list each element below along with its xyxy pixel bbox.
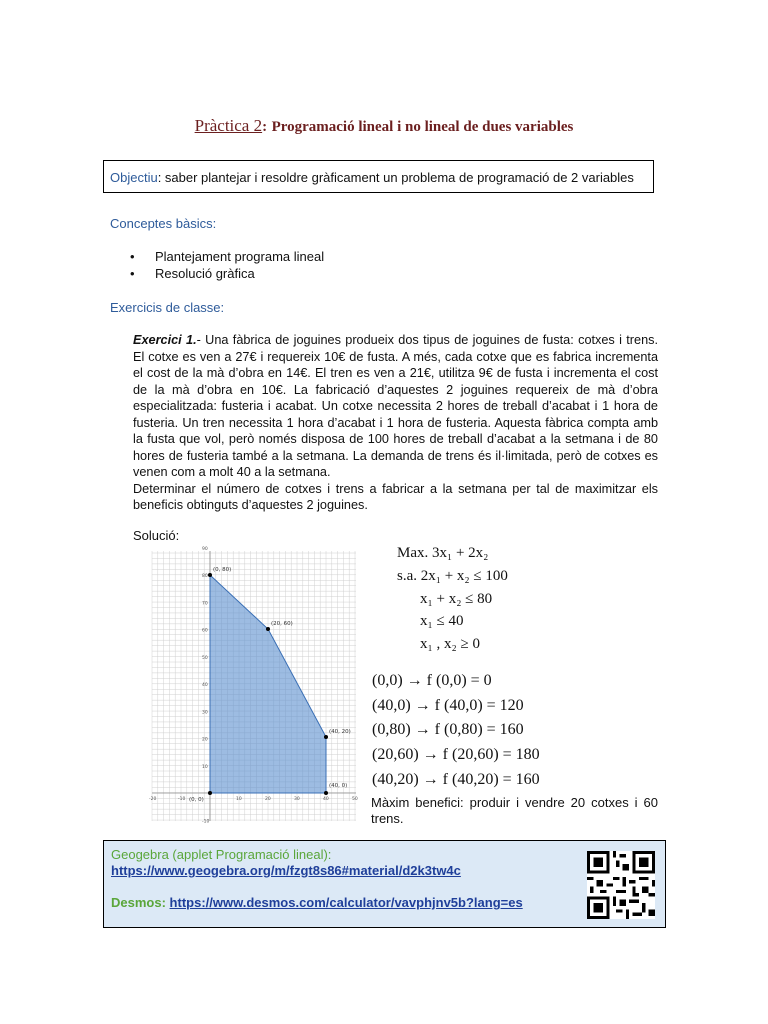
vertex-evaluation: (20,60) → f (20,60) = 180 bbox=[372, 746, 540, 763]
x-tick-label: 40 bbox=[323, 797, 329, 802]
desmos-label: Desmos: bbox=[111, 895, 166, 910]
title-colon: : bbox=[262, 119, 268, 135]
feasible-region-graph bbox=[144, 545, 360, 825]
y-tick-label: 90 bbox=[202, 546, 208, 552]
x-tick-label: -10 bbox=[178, 797, 186, 802]
objective-text: : saber plantejar i resoldre gràficament un problema de programació de 2 variables bbox=[157, 170, 634, 185]
qr-code-icon[interactable] bbox=[587, 851, 655, 919]
constraint: x₁ + x₂ ≤ 80 bbox=[420, 591, 493, 607]
exercise-question: Determinar el número de cotxes i trens a fabricar a la setmana per tal de maximitzar els beneficis obtinguts d’aquestes 2 joguines. bbox=[133, 481, 658, 512]
vertex-label: (40, 20) bbox=[329, 729, 351, 735]
y-tick-label: 40 bbox=[202, 683, 208, 688]
concepts-list bbox=[130, 248, 324, 282]
y-tick-label: 70 bbox=[202, 601, 208, 607]
y-tick-label: 10 bbox=[202, 764, 208, 770]
page-title bbox=[0, 116, 768, 136]
y-tick-label: 30 bbox=[202, 710, 208, 716]
y-tick-label: 20 bbox=[202, 737, 208, 743]
desmos-link[interactable]: https://www.desmos.com/calculator/vavphjnv5b?lang=es bbox=[169, 895, 523, 910]
vertex-label: (0, 80) bbox=[213, 567, 232, 573]
desmos-line bbox=[111, 895, 523, 910]
y-tick-label: 50 bbox=[202, 655, 208, 661]
y-tick-label: 60 bbox=[202, 628, 208, 634]
vertex-evaluation: (0,80) → f (0,80) = 160 bbox=[372, 721, 524, 738]
constraint: x₁ ≤ 40 bbox=[420, 613, 464, 629]
objective-function: Max. 3x₁ + 2x₂ bbox=[397, 545, 489, 561]
list-item: • Plantejament programa lineal bbox=[130, 248, 324, 265]
links-box bbox=[103, 840, 666, 928]
conclusion-text: Màxim benefici: produir i vendre 20 cotxes i 60 trens. bbox=[371, 795, 658, 826]
geogebra-link[interactable]: https://www.geogebra.org/m/fzgt8s86#material/d2k3tw4c bbox=[111, 863, 461, 878]
objective-box bbox=[103, 160, 654, 193]
exercises-heading: Exercicis de classe: bbox=[110, 300, 225, 315]
list-item: • Resolució gràfica bbox=[130, 265, 324, 282]
x-tick-label: -20 bbox=[149, 797, 157, 802]
objective-label: Objectiu bbox=[110, 170, 158, 185]
exercise-text bbox=[133, 332, 658, 514]
vertex-evaluation: (40,20) → f (40,20) = 160 bbox=[372, 771, 540, 788]
vertex-point bbox=[208, 573, 212, 577]
vertex-evaluation: (40,0) → f (40,0) = 120 bbox=[372, 697, 524, 714]
vertex-point bbox=[266, 627, 270, 631]
vertex-evaluation: (0,0) → f (0,0) = 0 bbox=[372, 672, 492, 689]
solution-label: Solució: bbox=[133, 528, 180, 543]
x-tick-label: 20 bbox=[265, 797, 271, 802]
exercise-label: Exercici 1. bbox=[133, 333, 197, 347]
vertex-label: (40, 0) bbox=[329, 783, 348, 789]
vertex-point bbox=[324, 735, 328, 739]
y-tick-label: -10 bbox=[202, 819, 210, 825]
practice-title: Programació lineal i no lineal de dues variables bbox=[271, 119, 574, 135]
x-tick-label: 10 bbox=[236, 797, 242, 802]
vertex-point bbox=[208, 791, 212, 795]
constraint: x₁ , x₂ ≥ 0 bbox=[420, 636, 480, 652]
constraint: s.a. 2x₁ + x₂ ≤ 100 bbox=[397, 568, 508, 584]
y-tick-label: 80 bbox=[202, 574, 208, 579]
exercise-statement: - Una fàbrica de joguines produeix dos tipus de joguines de fusta: cotxes i trens. El cotxe es ven a 27€ i requereix 10€ de fusta. A més, cada cotxe que es fabrica incrementa el cost de la mà d’obra en 14€. El tren es ven a 21€, utilitza 9€ de fusta i incrementa el cost de la mà d’obra en 10€. La fabricació d’aquestes 2 joguines requereix de mà d’obra especialitzada: fusteria i acabat. Un cotxe necessita 2 hores de treball d’acabat i 1 hora de fusteria. Un tren necessita 1 hora d’acabat i 1 hora de fusteria. Aquesta fàbrica compta amb la fusta que vol, però només disposa de 100 hores de treball d’acabat a la setmana i de 80 hores de fusteria també a la setmana. La demanda de trens és il·limitada, però de cotxes es venen com a molt 40 a la setmana. bbox=[133, 333, 659, 479]
vertex-point bbox=[324, 791, 328, 795]
x-tick-label: 50 bbox=[352, 797, 358, 802]
practice-number: Pràctica 2 bbox=[194, 116, 263, 135]
concepts-heading: Conceptes bàsics: bbox=[110, 216, 217, 231]
geogebra-label: Geogebra (applet Programació lineal): bbox=[111, 847, 332, 862]
vertex-label: (20, 60) bbox=[271, 621, 293, 627]
x-tick-label: 30 bbox=[294, 797, 300, 802]
vertex-label: (0, 0) bbox=[189, 797, 204, 803]
